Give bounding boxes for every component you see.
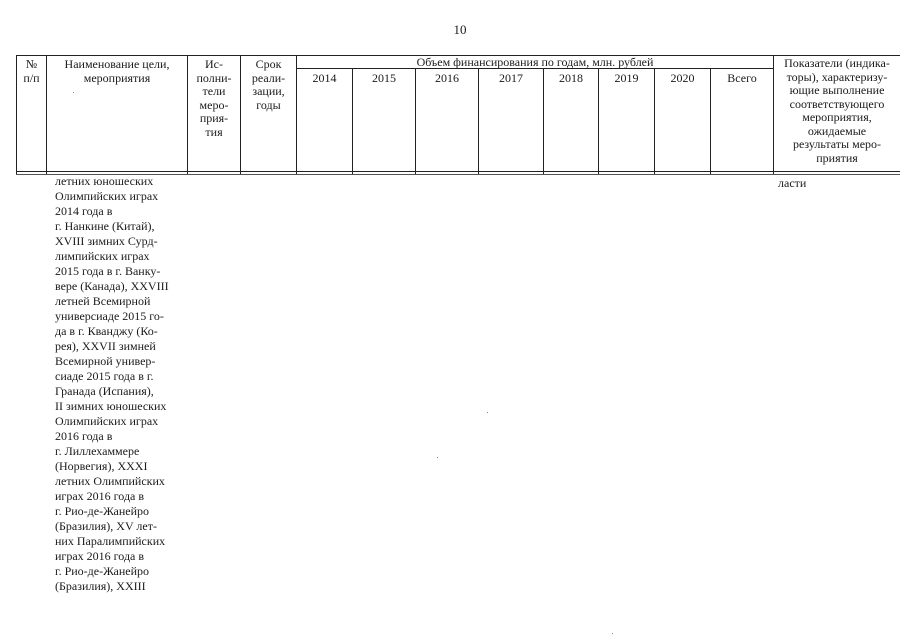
header-year: 2015 [372, 71, 396, 85]
scan-speck [437, 457, 438, 458]
header-year: 2016 [435, 71, 459, 85]
scan-speck [73, 92, 74, 93]
header-total: Всего [727, 71, 757, 85]
scan-speck [487, 412, 488, 413]
header-executors: Ис- полни- тели меро- прия- тия [196, 57, 232, 139]
scan-speck [612, 633, 613, 634]
header-number: № п/п [23, 57, 40, 85]
header-year: 2018 [559, 71, 583, 85]
header-term: Срок реали- зации, годы [251, 57, 286, 112]
header-year: 2019 [614, 71, 639, 85]
header-financing-title: Объем финансирования по годам, млн. рублей [416, 55, 654, 69]
row-measure-name: летних юношеских Олимпийских играх 2014 года в г. Нанкине (Китай), XVIII зимних Сурд- лимпийских играх 2015 года в г. Ванку- вере (Канада), XXVIII летней Всемирной универсиаде 2015 го- да в г. Кванджу (Ко- рея), XXVII зимней Всемирной универ- сиаде 2015 года в г. Гранада (Испания), II зимних юношеских Олимпийских играх 2016 года в г. Лиллехаммере (Норвегия), XXXI летних Олимпийских играх 2016 года в г. Рио-де-Жанейро (Бразилия), XV лет- них Паралимпийских играх 2016 года в г. Рио-де-Жанейро (Бразилия), XXIII [55, 174, 169, 593]
header-indicators: Показатели (индика- торы), характеризу- ющие выполнение соответствующего мероприятия, ожидаемые результаты меро- приятия [784, 56, 890, 165]
header-year: 2020 [670, 71, 695, 85]
header-year: 2014 [312, 71, 337, 85]
row-indicator-text: ласти [778, 176, 807, 190]
header-year: 2017 [499, 71, 523, 85]
header-name: Наименование цели, мероприятия [64, 57, 170, 85]
header-bottom-border [16, 171, 900, 172]
page-number: 10 [453, 22, 467, 37]
